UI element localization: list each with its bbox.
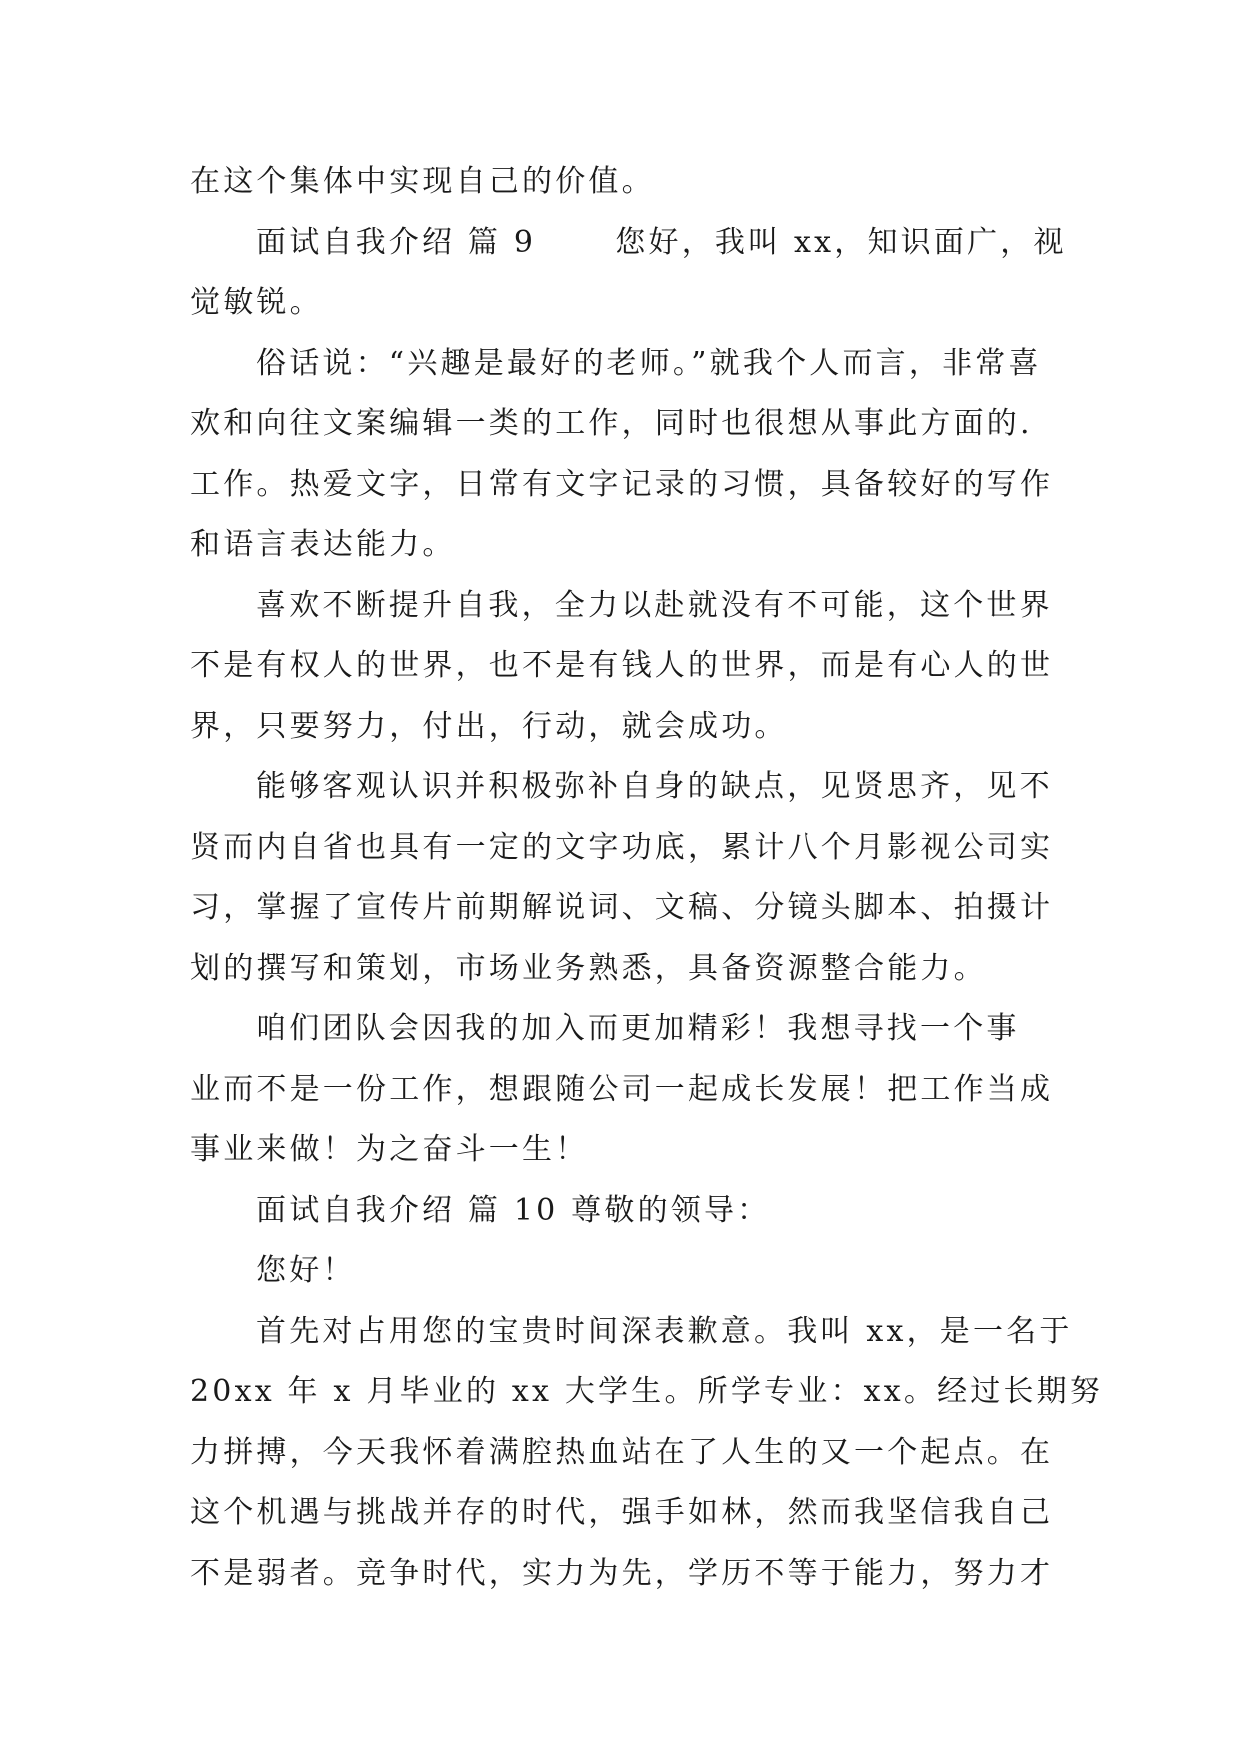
text-line: 工作。热爱文字，日常有文字记录的习惯，具备较好的写作 <box>190 466 1054 502</box>
text-line: 这个机遇与挑战并存的时代，强手如林，然而我坚信我自己 <box>190 1495 1054 1530</box>
document-page <box>190 152 1104 1604</box>
text-line: 贤而内自省也具有一定的文字功底，累计八个月影视公司实 <box>190 829 1054 865</box>
greeting-line: 您好！ <box>256 1253 356 1288</box>
paragraph-first-line: 喜欢不断提升自我，全力以赴就没有不可能，这个世界 <box>256 587 1053 623</box>
text-line: 习，掌握了宣传片前期解说词、文稿、分镜头脚本、拍摄计 <box>190 890 1054 925</box>
paragraph-first-line: 咱们团队会因我的加入而更加精彩！我想寻找一个事 <box>256 1011 1020 1046</box>
text-line: 欢和向往文案编辑一类的工作，同时也很想从事此方面的. <box>190 406 1033 441</box>
paragraph-first-line: 首先对占用您的宝贵时间深表歉意。我叫 xx，是一名于 <box>256 1313 1073 1349</box>
section-heading-line: 面试自我介绍 篇 10 尊敬的领导： <box>256 1192 771 1228</box>
text-line: 和语言表达能力。 <box>190 527 456 562</box>
text-line: 不是有权人的世界，也不是有钱人的世界，而是有心人的世 <box>190 648 1054 683</box>
text-line: 界，只要努力，付出，行动，就会成功。 <box>190 708 788 744</box>
paragraph-first-line: 能够客观认识并积极弥补自身的缺点，见贤思齐，见不 <box>256 769 1053 804</box>
text-line: 力拼搏，今天我怀着满腔热血站在了人生的又一个起点。在 <box>190 1434 1054 1470</box>
section-heading-line: 面试自我介绍 篇 9 您好，我叫 xx，知识面广，视 <box>256 224 1067 260</box>
text-line: 不是弱者。竞争时代，实力为先，学历不等于能力，努力才 <box>190 1555 1054 1591</box>
text-line: 20xx 年 x 月毕业的 xx 大学生。所学专业：xx。经过长期努 <box>190 1374 1104 1409</box>
text-line: 事业来做！为之奋斗一生！ <box>190 1132 589 1167</box>
paragraph-first-line: 俗话说：“兴趣是最好的老师。”就我个人而言，非常喜 <box>256 345 1042 381</box>
text-line: 划的撰写和策划，市场业务熟悉，具备资源整合能力。 <box>190 950 987 986</box>
text-line: 在这个集体中实现自己的价值。 <box>190 164 655 199</box>
text-line: 觉敏锐。 <box>190 285 323 320</box>
text-line: 业而不是一份工作，想跟随公司一起成长发展！把工作当成 <box>190 1071 1054 1107</box>
